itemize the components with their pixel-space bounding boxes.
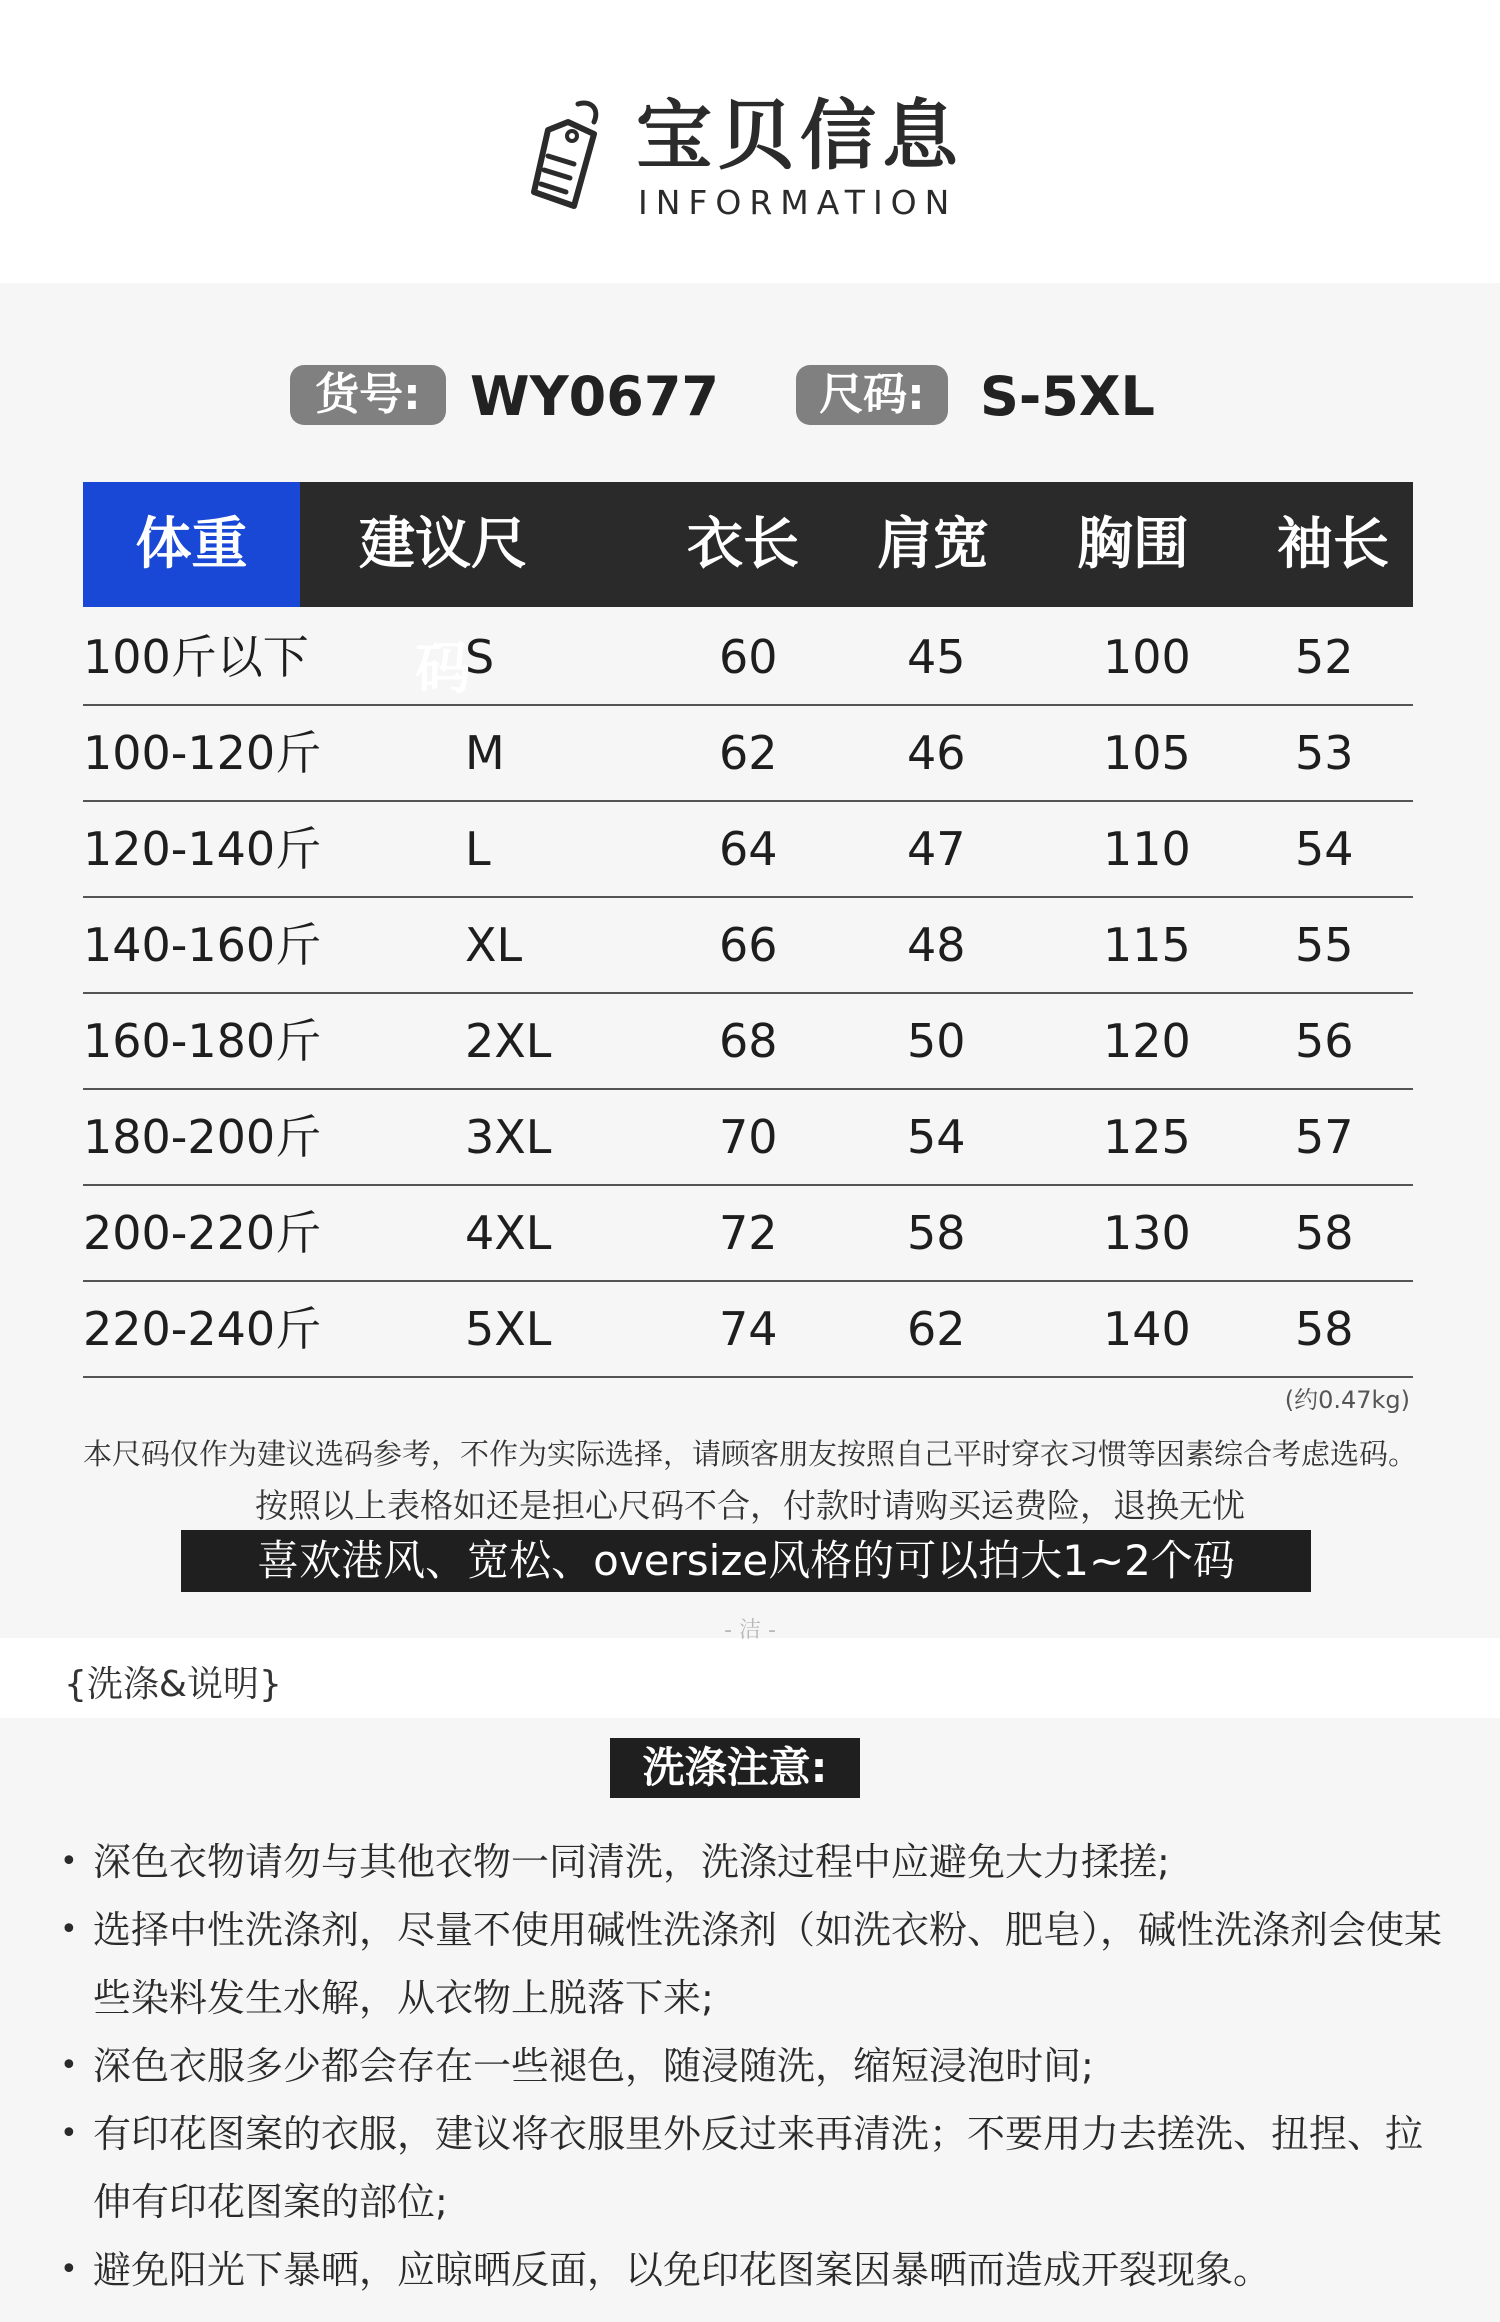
length-cell: 70 — [719, 1110, 778, 1164]
length-cell: 66 — [719, 918, 778, 972]
sleeve-cell: 52 — [1295, 630, 1354, 684]
size-cell: 5XL — [465, 1302, 552, 1356]
sku-value: WY0677 — [470, 365, 719, 428]
chest-cell: 115 — [1103, 918, 1191, 972]
weight-cell: 160-180斤 — [83, 1014, 322, 1068]
column-header-length: 衣长 — [687, 512, 799, 577]
table-row — [83, 1090, 1413, 1186]
sku-label-badge: 货号: — [290, 365, 446, 425]
size-range-value: S-5XL — [980, 365, 1155, 428]
section-divider-label: - 洁 - — [724, 1618, 776, 1643]
list-item — [60, 1896, 1460, 2032]
list-item — [60, 2100, 1460, 2236]
size-cell: 3XL — [465, 1110, 552, 1164]
chest-cell: 140 — [1103, 1302, 1191, 1356]
weight-cell: 200-220斤 — [83, 1206, 322, 1260]
shipping-insurance-note: 按照以上表格如还是担心尺码不合，付款时请购买运费险，退换无忧 — [255, 1486, 1245, 1525]
list-item — [60, 1828, 1460, 1896]
bullet-icon: • — [60, 2048, 78, 2083]
table-row — [83, 610, 1413, 706]
weight-cell: 220-240斤 — [83, 1302, 322, 1356]
shoulder-cell: 54 — [907, 1110, 966, 1164]
oversize-tip-banner: 喜欢港风、宽松、oversize风格的可以拍大1~2个码 — [181, 1530, 1311, 1592]
weight-cell: 100-120斤 — [83, 726, 322, 780]
length-cell: 68 — [719, 1014, 778, 1068]
list-item-text: 有印花图案的衣服，建议将衣服里外反过来再清洗；不要用力去搓洗、扭捏、拉伸有印花图案的部位; — [93, 2112, 1424, 2224]
bullet-icon: • — [60, 1844, 78, 1879]
shoulder-cell: 50 — [907, 1014, 966, 1068]
size-cell: 2XL — [465, 1014, 552, 1068]
wash-section-heading: {洗涤&说明} — [64, 1664, 282, 1705]
sleeve-cell: 56 — [1295, 1014, 1354, 1068]
chest-cell: 125 — [1103, 1110, 1191, 1164]
shoulder-cell: 48 — [907, 918, 966, 972]
list-item-text: 避免阳光下暴晒，应晾晒反面，以免印花图案因暴晒而造成开裂现象。 — [93, 2248, 1272, 2292]
sleeve-cell: 58 — [1295, 1206, 1354, 1260]
chest-cell: 120 — [1103, 1014, 1191, 1068]
bullet-icon: • — [60, 1912, 78, 1947]
bullet-icon: • — [60, 2116, 78, 2151]
bullet-icon: • — [60, 2252, 78, 2287]
column-header-sleeve: 袖长 — [1277, 512, 1389, 577]
chest-cell: 100 — [1103, 630, 1191, 684]
size-cell: XL — [465, 918, 523, 972]
page-title: 宝贝信息 — [636, 91, 964, 180]
sleeve-cell: 58 — [1295, 1302, 1354, 1356]
size-cell: 4XL — [465, 1206, 552, 1260]
length-cell: 64 — [719, 822, 778, 876]
list-item — [60, 2032, 1460, 2100]
weight-note: (约0.47kg) — [1284, 1386, 1410, 1414]
shoulder-cell: 62 — [907, 1302, 966, 1356]
list-item-text: 选择中性洗涤剂，尽量不使用碱性洗涤剂（如洗衣粉、肥皂），碱性洗涤剂会使某些染料发生水解，从衣物上脱落下来; — [93, 1908, 1443, 2020]
table-row — [83, 706, 1413, 802]
column-header-shoulder: 肩宽 — [877, 512, 989, 577]
wash-title-badge: 洗涤注意: — [610, 1738, 860, 1798]
sleeve-cell: 55 — [1295, 918, 1354, 972]
table-row — [83, 994, 1413, 1090]
shoulder-cell: 58 — [907, 1206, 966, 1260]
sleeve-cell: 53 — [1295, 726, 1354, 780]
price-tag-icon — [528, 100, 606, 216]
shoulder-cell: 47 — [907, 822, 966, 876]
chest-cell: 110 — [1103, 822, 1191, 876]
column-header-weight: 体重 — [135, 512, 248, 577]
length-cell: 60 — [719, 630, 778, 684]
size-cell: L — [465, 822, 491, 876]
sleeve-cell: 57 — [1295, 1110, 1354, 1164]
size-disclaimer: 本尺码仅作为建议选码参考，不作为实际选择，请顾客朋友按照自己平时穿衣习惯等因素综合考虑选码。 — [82, 1437, 1417, 1471]
size-cell: M — [465, 726, 505, 780]
weight-cell: 120-140斤 — [83, 822, 322, 876]
chest-cell: 105 — [1103, 726, 1191, 780]
sleeve-cell: 54 — [1295, 822, 1354, 876]
column-header-chest: 胸围 — [1077, 512, 1189, 577]
shoulder-cell: 46 — [907, 726, 966, 780]
list-item — [60, 2236, 1460, 2304]
chest-cell: 130 — [1103, 1206, 1191, 1260]
table-row — [83, 1186, 1413, 1282]
length-cell: 62 — [719, 726, 778, 780]
shoulder-cell: 45 — [907, 630, 966, 684]
table-row — [83, 802, 1413, 898]
list-item-text: 深色衣服多少都会存在一些褪色，随浸随洗，缩短浸泡时间; — [93, 2044, 1094, 2088]
size-label-badge: 尺码: — [796, 365, 948, 425]
weight-cell: 100斤以下 — [83, 630, 309, 684]
list-item-text: 深色衣物请勿与其他衣物一同清洗，洗涤过程中应避免大力揉搓; — [93, 1840, 1170, 1884]
size-cell: S — [465, 630, 495, 684]
length-cell: 72 — [719, 1206, 778, 1260]
page-header — [0, 0, 1500, 283]
table-row — [83, 898, 1413, 994]
weight-cell: 140-160斤 — [83, 918, 322, 972]
column-header-size: 建议尺码 — [359, 512, 527, 702]
weight-cell: 180-200斤 — [83, 1110, 322, 1164]
page-subtitle: INFORMATION — [638, 183, 958, 222]
length-cell: 74 — [719, 1302, 778, 1356]
table-row — [83, 1282, 1413, 1378]
